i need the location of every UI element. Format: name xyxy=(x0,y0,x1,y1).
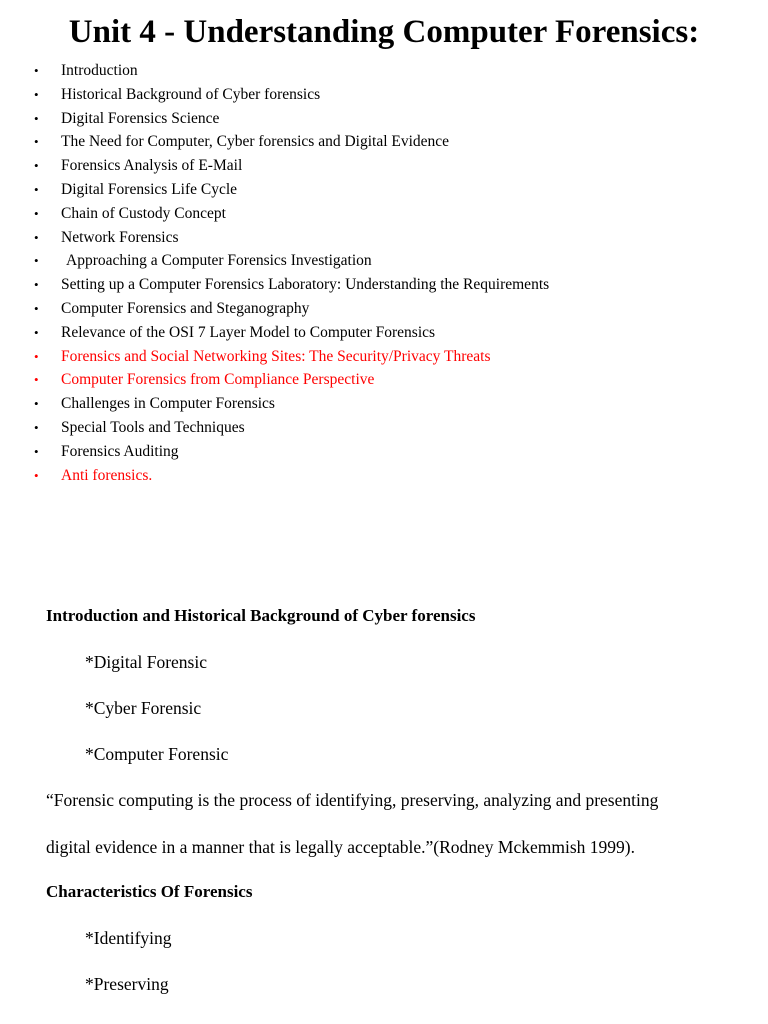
bullet-icon: • xyxy=(34,372,39,388)
bullet-icon: • xyxy=(34,253,39,269)
list-item: • Relevance of the OSI 7 Layer Model to Computer Forensics xyxy=(0,321,768,345)
list-item: • Network Forensics xyxy=(0,226,768,250)
list-item: • Challenges in Computer Forensics xyxy=(0,392,768,416)
list-item: • Digital Forensics Science xyxy=(0,107,768,131)
bullet-icon: • xyxy=(34,205,39,221)
bullet-icon: • xyxy=(34,63,39,78)
section-heading: Introduction and Historical Background of Cyber forensics xyxy=(46,606,476,625)
bullet-icon: • xyxy=(34,443,39,459)
bullet-icon: • xyxy=(34,277,39,293)
list-item: *Identifying xyxy=(85,928,172,948)
bullet-icon: • xyxy=(34,134,39,150)
list-item: • Forensics and Social Networking Sites: The Security/Privacy Threats xyxy=(0,345,768,369)
list-item: • Forensics Analysis of E-Mail xyxy=(0,154,768,178)
bullet-icon: • xyxy=(34,158,39,174)
list-item: *Preserving xyxy=(85,974,169,994)
bullet-icon: • xyxy=(34,86,39,102)
bullet-icon: • xyxy=(34,419,39,435)
bullet-icon: • xyxy=(34,324,39,340)
list-item: • Approaching a Computer Forensics Investigation xyxy=(0,249,768,273)
bullet-icon: • xyxy=(34,110,39,126)
section-heading: Characteristics Of Forensics xyxy=(46,882,253,901)
list-item: • Chain of Custody Concept xyxy=(0,202,768,226)
bullet-icon: • xyxy=(34,181,39,197)
list-item: • Digital Forensics Life Cycle xyxy=(0,178,768,202)
bullet-icon: • xyxy=(34,348,39,364)
list-item: *Computer Forensic xyxy=(85,744,229,764)
list-item: *Cyber Forensic xyxy=(85,698,202,718)
list-item: • The Need for Computer, Cyber forensics and Digital Evidence xyxy=(0,130,768,154)
list-item: • Setting up a Computer Forensics Laboratory: Understanding the Requirements xyxy=(0,273,768,297)
list-item: • Special Tools and Techniques xyxy=(0,416,768,440)
bullet-icon: • xyxy=(34,229,39,245)
bullet-icon: • xyxy=(34,467,39,483)
list-item: • Introduction xyxy=(0,59,768,83)
bullet-icon: • xyxy=(34,300,39,316)
page-title: Unit 4 - Understanding Computer Forensics: xyxy=(68,14,700,50)
list-item: • Forensics Auditing xyxy=(0,440,768,464)
quote-line: “Forensic computing is the process of identifying, preserving, analyzing and presenting xyxy=(46,790,659,810)
list-item: *Digital Forensic xyxy=(85,652,207,672)
bullet-icon: • xyxy=(34,396,39,412)
list-item: • Anti forensics. xyxy=(0,464,768,488)
quote-line: digital evidence in a manner that is legally acceptable.”(Rodney Mckemmish 1999). xyxy=(46,837,635,857)
topic-list xyxy=(0,59,768,487)
list-item: • Computer Forensics from Compliance Perspective xyxy=(0,368,768,392)
list-item: • Computer Forensics and Steganography xyxy=(0,297,768,321)
list-item: • Historical Background of Cyber forensics xyxy=(0,83,768,107)
